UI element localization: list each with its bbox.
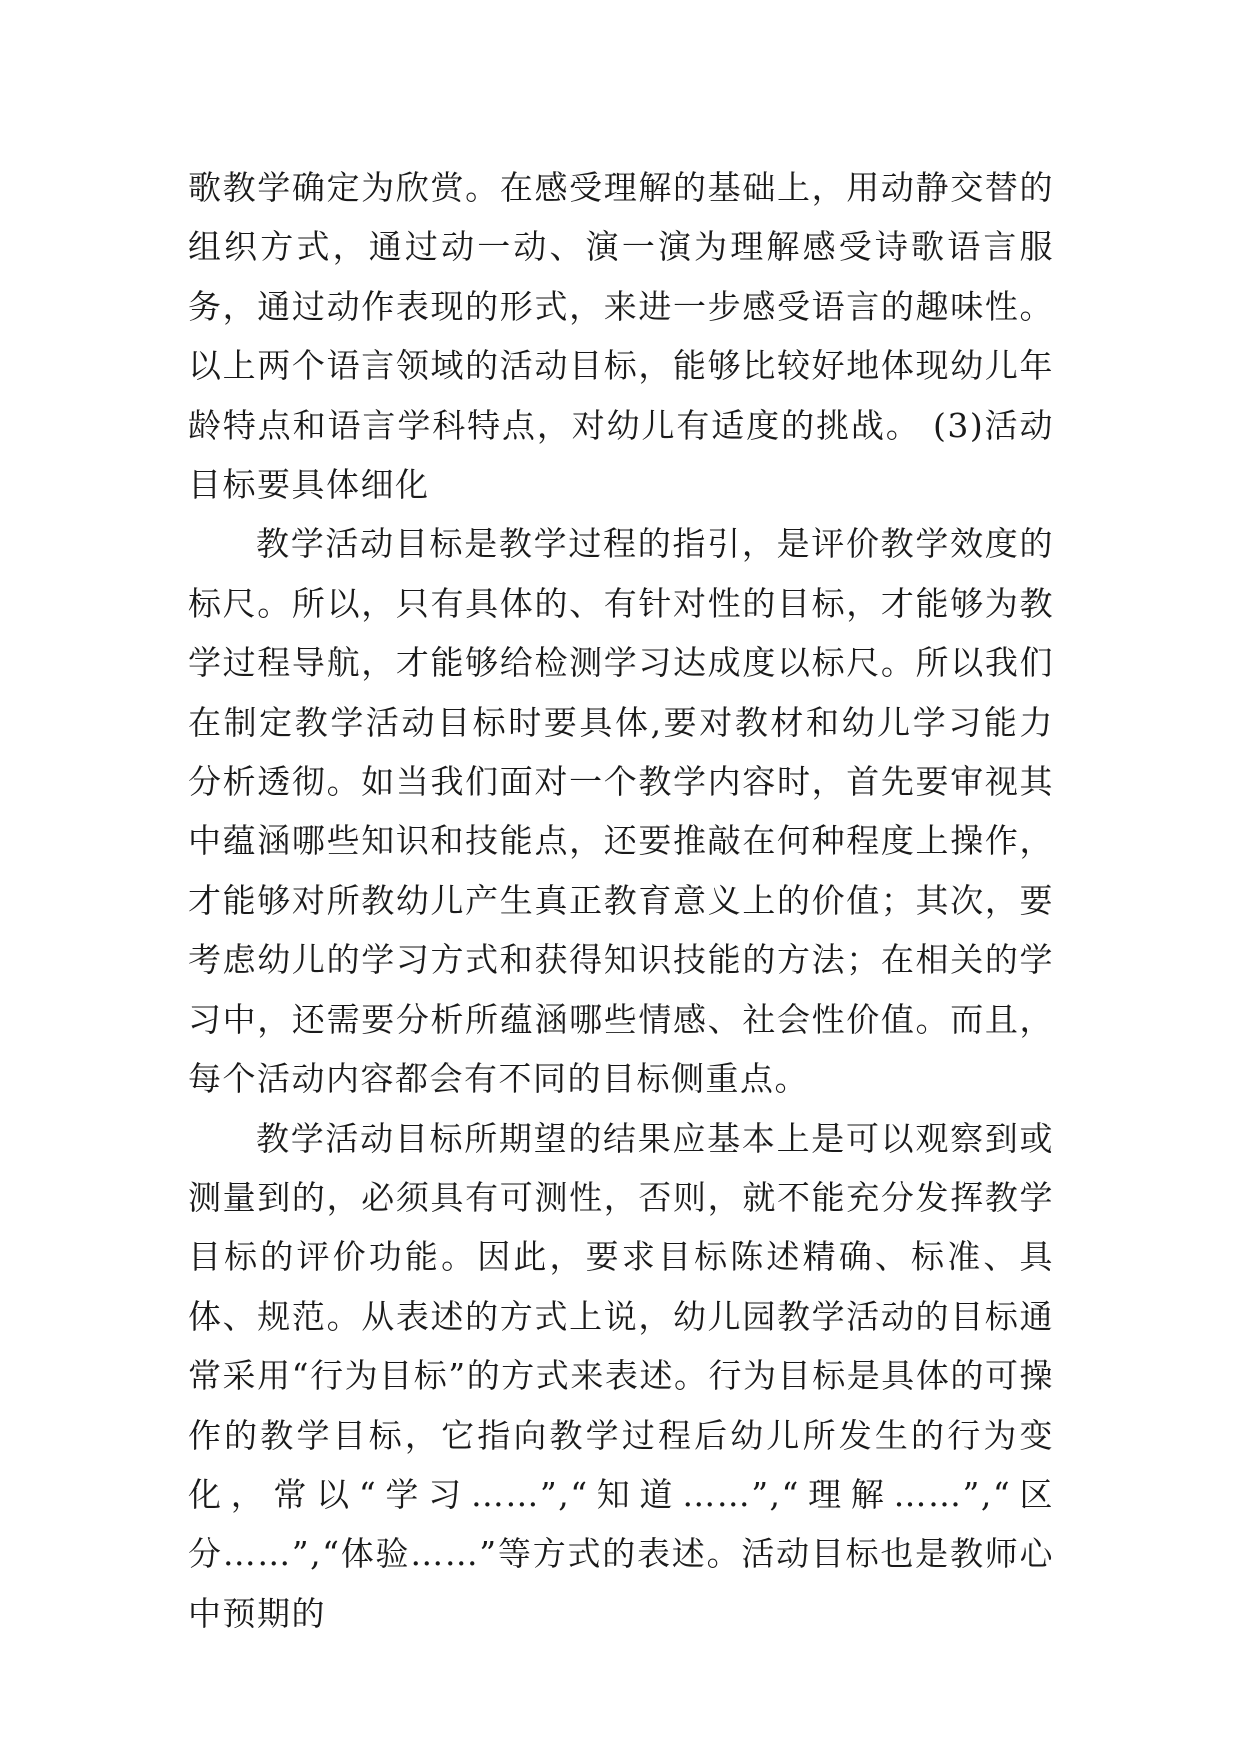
paragraph-3: 教学活动目标所期望的结果应基本上是可以观察到或测量到的，必须具有可测性，否则，就不能充分发挥教学目标的评价功能。因此，要求目标陈述精确、标准、具体、规范。从表述的方式上说，幼儿园教学活动的目标通常采用“行为目标”的方式来表述。行为目标是具体的可操作的教学目标，它指向教学过程后幼儿所发生的行为变化，常以“学习……”,“知道……”,“理解……”,“区分……”,“体验……”等方式的表述。活动目标也是教师心中预期的: [188, 1118, 1054, 1633]
paragraph-1: 歌教学确定为欣赏。在感受理解的基础上，用动静交替的组织方式，通过动一动、演一演为理解感受诗歌语言服务，通过动作表现的形式，来进一步感受语言的趣味性。以上两个语言领域的活动目标，能够比较好地体现幼儿年龄特点和语言学科特点，对幼儿有适度的挑战。 (3)活动目标要具体细化: [188, 168, 1054, 505]
paragraph-2: 教学活动目标是教学过程的指引，是评价教学效度的标尺。所以，只有具体的、有针对性的目标，才能够为教学过程导航，才能够给检测学习达成度以标尺。所以我们在制定教学活动目标时要具体,要对教材和幼儿学习能力分析透彻。如当我们面对一个教学内容时，首先要审视其中蕴涵哪些知识和技能点，还要推敲在何种程度上操作，才能够对所教幼儿产生真正教育意义上的价值；其次，要考虑幼儿的学习方式和获得知识技能的方法；在相关的学习中，还需要分析所蕴涵哪些情感、社会性价值。而且，每个活动内容都会有不同的目标侧重点。: [188, 524, 1054, 1099]
document-body: [188, 158, 1054, 1643]
